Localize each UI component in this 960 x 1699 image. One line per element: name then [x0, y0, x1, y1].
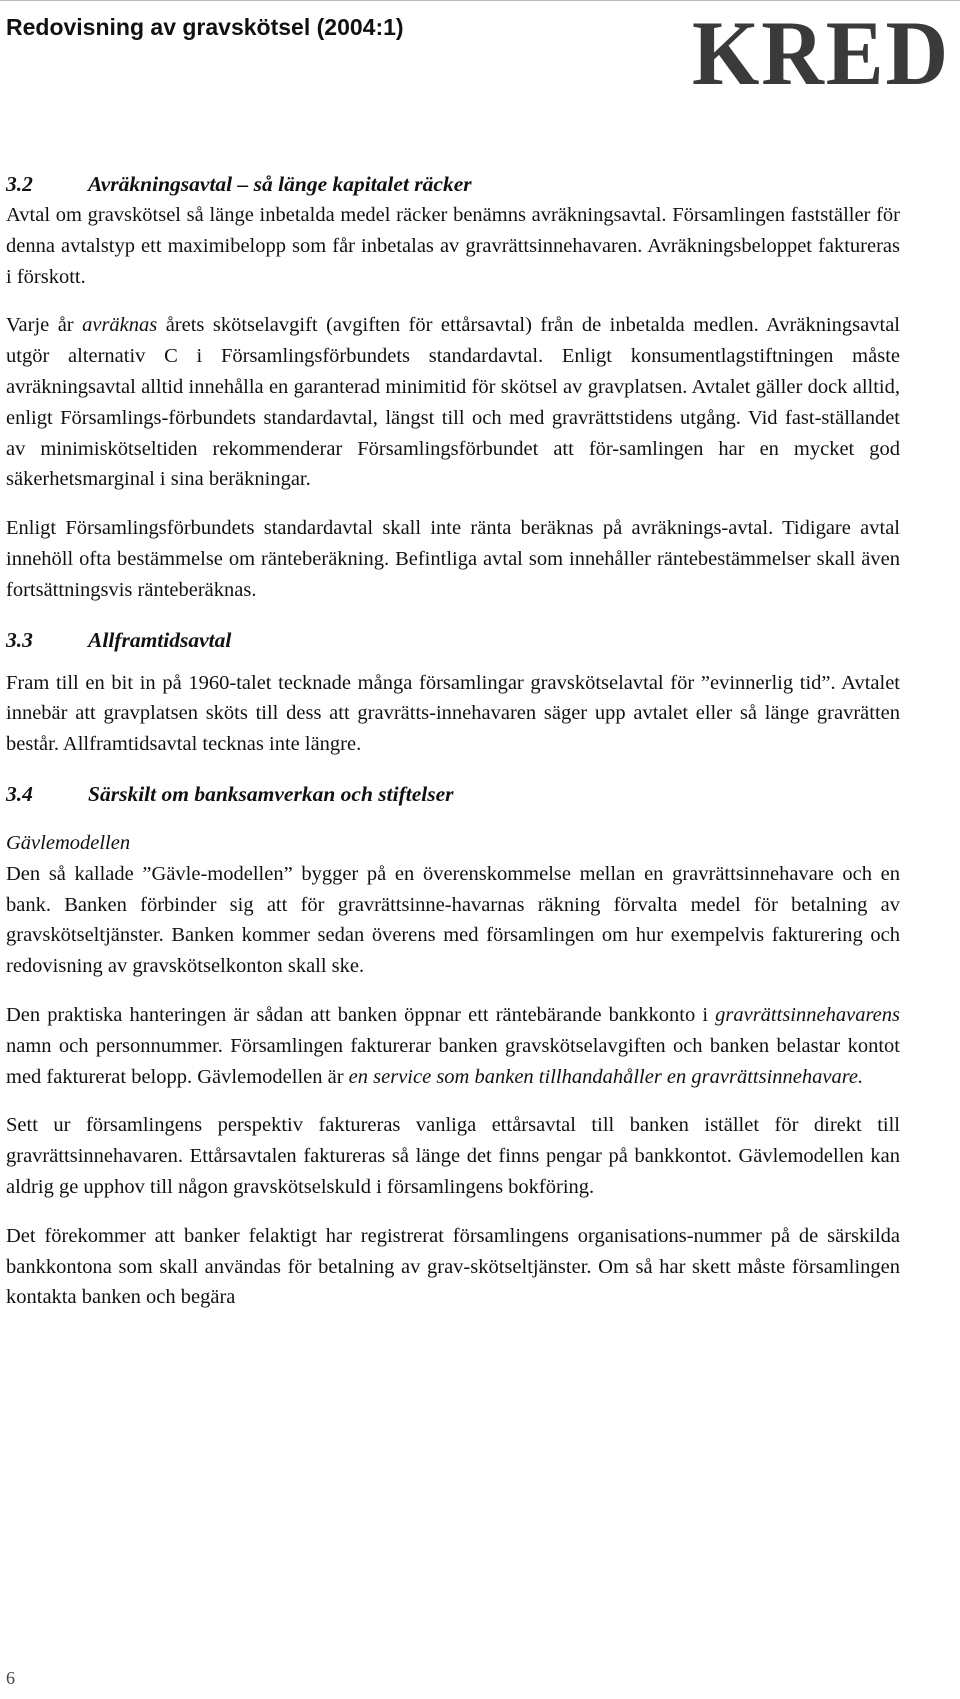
document-title: Redovisning av gravskötsel (2004:1) [6, 14, 404, 40]
emphasis: gravrättsinnehavarens [715, 1003, 900, 1026]
section-title: Särskilt om banksamverkan och stiftelser [88, 781, 454, 806]
paragraph: Varje år avräknas årets skötselavgift (avgiften för ettårsavtal) från de inbetalda medlen. Avräkningsavtal utgör alternativ C i Församlingsförbundets standardavtal. Enligt konsumentlagstiftningen måste avräkningsavtal alltid innehålla en garanterad minimitid för skötsel av gravplatsen. Avtalet gäller dock alltid, enligt Församlings-förbundets standardavtal, längst till och med gravrättstidens utgång. Vid fast-ställandet av minimiskötseltiden rekommenderar Församlingsförbundet att för-samlingen har en mycket god säkerhetsmarginal i sina beräkningar. [6, 314, 900, 491]
section-number: 3.4 [6, 781, 33, 806]
section-heading-3-4 [6, 778, 900, 810]
paragraph: Den så kallade ”Gävle-modellen” bygger på en överenskommelse mellan en gravrättsinnehavare och en bank. Banken förbinder sig att för gravrättsinne-havarnas räkning förvalta medel för betalning av gravskötseltjänster. Banken kommer sedan överens med församlingen om hur exempelvis fakturering och redovisning av gravskötselkonton skall ske. [6, 862, 900, 978]
paragraph: Sett ur församlingens perspektiv faktureras vanliga ettårsavtal till banken istället för direkt till gravrättsinnehavaren. Ettårsavtalen faktureras så länge det finns pengar på bankkontot. Gävlemodellen kan aldrig ge upphov till någon gravskötselskuld i församlingens bokföring. [6, 1114, 900, 1198]
paragraph: Det förekommer att banker felaktigt har registrerat församlingens organisations-nummer på de särskilda bankkontona som skall användas för betalning av grav-skötseltjänster. Om så har skett måste församlingen kontakta banken och begära [6, 1224, 900, 1309]
page-header [0, 0, 960, 110]
paragraph: Avtal om gravskötsel så länge inbetalda medel räcker benämns avräkningsavtal. Församlingen fastställer för denna avtalstyp ett maximibelopp som får inbetalas av gravrättsinnehavaren. Avräkningsbeloppet faktureras i förskott. [6, 204, 900, 288]
section-title: Avräkningsavtal – så länge kapitalet räcker [88, 172, 472, 196]
emphasis: en service som banken tillhandahåller en gravrättsinnehavare. [348, 1065, 864, 1088]
paragraph: Enligt Församlingsförbundets standardavtal skall inte ränta beräknas på avräknings-avtal. Tidigare avtal innehöll ofta bestämmelse om ränteberäkning. Befintliga avtal som innehåller räntebestämmelser skall även fortsättningsvis ränteberäknas. [6, 517, 900, 601]
section-heading-3-2 [6, 168, 900, 200]
page-number: 6 [6, 1668, 15, 1688]
paragraph: Fram till en bit in på 1960-talet tecknade många församlingar gravskötselavtal för ”evinnerlig tid”. Avtalet innebär att gravplatsen sköts till dess att gravrätts-innehavaren säger upp avtalet eller så länge gravrätten består. Allframtidsavtal tecknas inte längre. [6, 671, 900, 756]
section-number: 3.3 [6, 627, 33, 652]
section-heading-3-3 [6, 624, 900, 656]
document-body [6, 168, 900, 1313]
kred-logo [690, 6, 955, 101]
emphasis: avräknas [82, 314, 158, 337]
subheading: Gävlemodellen [6, 831, 131, 854]
kred-logo-text: KRED [692, 6, 950, 101]
section-number: 3.2 [6, 172, 33, 196]
section-title: Allframtidsavtal [88, 627, 232, 652]
paragraph: Den praktiska hanteringen är sådan att banken öppnar ett räntebärande bankkonto i gravrättsinnehavarens namn och personnummer. Församlingen fakturerar banken gravskötselavgiften och banken belastar kontot med fakturerat belopp. Gävlemodellen är en service som banken tillhandahåller en gravrättsinnehavare. [6, 1003, 900, 1088]
header-rule [0, 0, 960, 1]
